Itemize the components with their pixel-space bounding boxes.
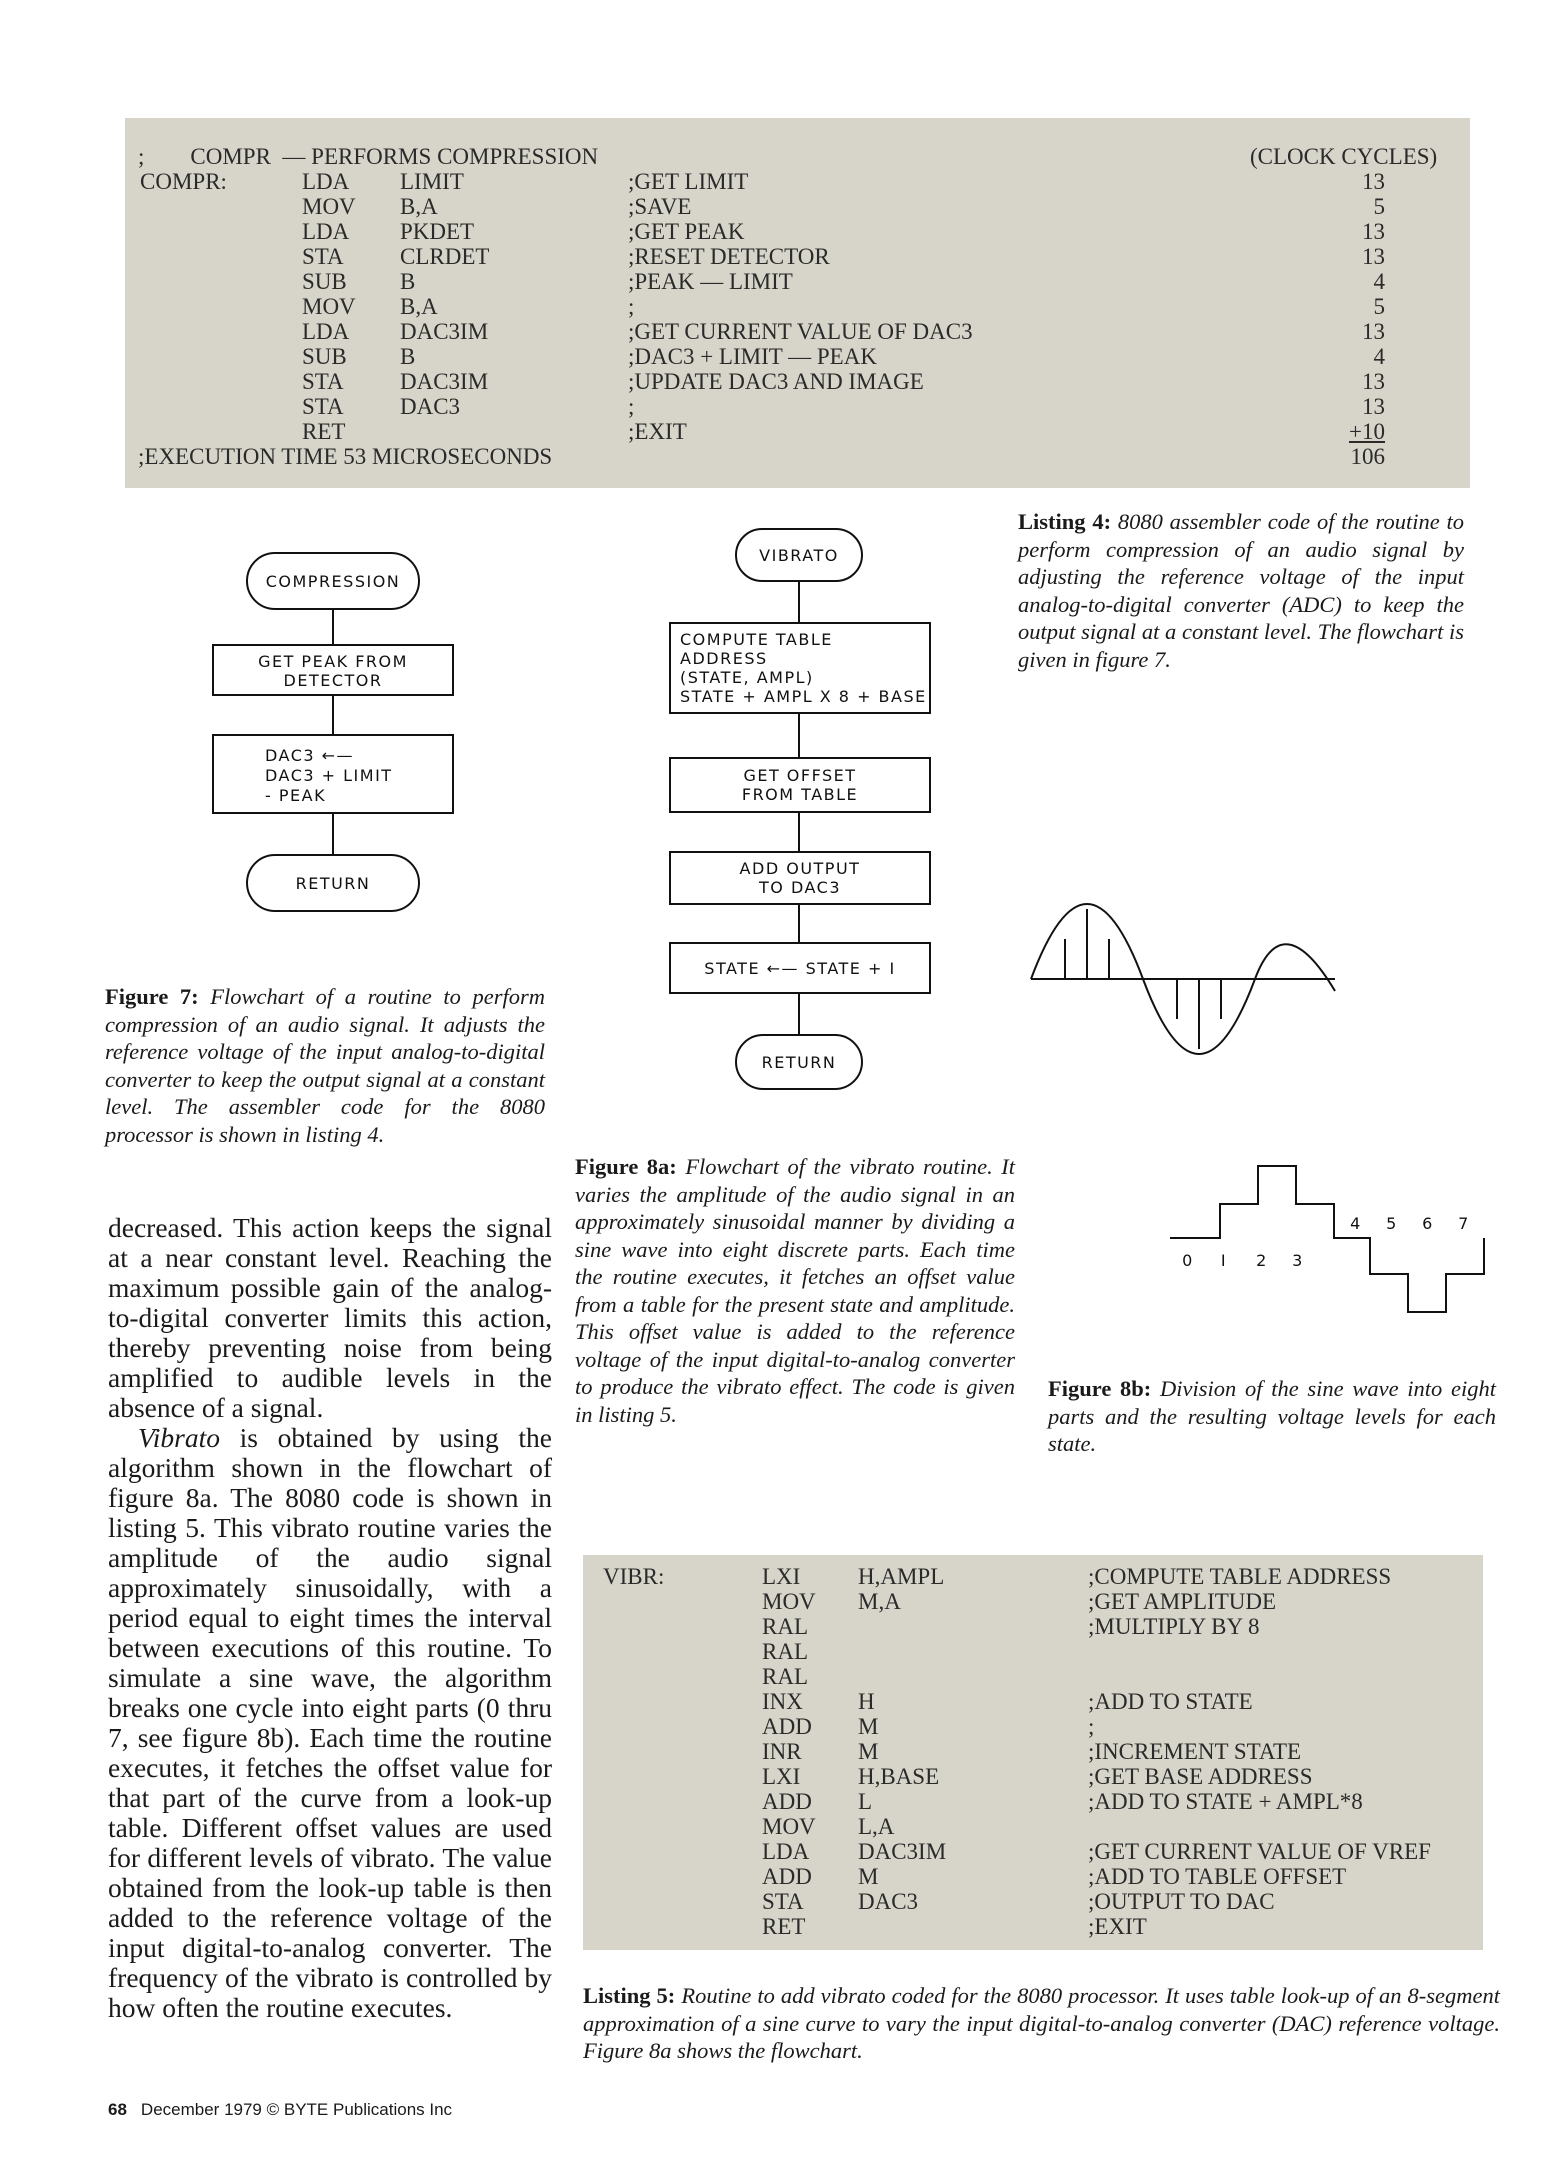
listing-4-cycles: 13 5 13 13 4 5 13 4 13 13 +10 106 — [1349, 169, 1385, 469]
figure-7-caption: Figure 7: Flowchart of a routine to perform compression of an audio signal. It adjusts the reference voltage of the input analog-to-digital converter to keep the output signal at a constant level. The assembler code for the 8080 processor is shown in listing 4. — [105, 984, 545, 1147]
svg-text:GET OFFSET: GET OFFSET — [743, 766, 857, 785]
state-label-7: 7 — [1458, 1214, 1470, 1233]
fig7-end-label: RETURN — [295, 874, 371, 893]
state-label-0: 0 — [1182, 1251, 1194, 1270]
listing-5-ops: LXI MOV RAL RAL RAL INX ADD INR LXI ADD MOV LDA ADD STA RET — [762, 1564, 816, 1939]
body-paragraph-2: Vibrato is obtained by using the algorithm shown in the flowchart of figure 8a. The 8080 code is shown in listing 5. This vibrato routine varies the amplitude of the audio signal approximately sinusoidally, with a period equal to eight times the interval between executions of this routine. To simulate a sine wave, the algorithm breaks one cycle into eight parts (0 thru 7, see figure 8b). Each time the routine executes, it fetches the offset value for that part of the curve from a look-up table. Different offset values are used for different levels of vibrato. The value obtained from the look-up table is then added to the reference voltage of the input digital-to-analog converter. The frequency of the vibrato is controlled by how often the routine executes. — [108, 1422, 552, 2023]
listing-4-label: COMPR: — [140, 169, 227, 194]
svg-text:ADDRESS: ADDRESS — [680, 649, 768, 668]
state-label-6: 6 — [1422, 1214, 1434, 1233]
state-label-1: I — [1220, 1251, 1228, 1270]
svg-text:TO DAC3: TO DAC3 — [758, 878, 842, 897]
listing-4-footer-line: ;EXECUTION TIME 53 MICROSECONDS — [138, 444, 553, 469]
listing-5-args: H,AMPL M,A H M M H,BASE L L,A DAC3IM M DAC3 — [858, 1564, 947, 1914]
svg-text:DAC3 + LIMIT: DAC3 + LIMIT — [265, 766, 393, 785]
figure-7-flowchart — [205, 545, 465, 915]
svg-text:DETECTOR: DETECTOR — [283, 671, 383, 690]
state-label-2: 2 — [1256, 1251, 1268, 1270]
figure-8a-flowchart — [660, 525, 940, 1095]
figure-8b-caption: Figure 8b: Division of the sine wave into eight parts and the resulting voltage levels for each state. — [1048, 1376, 1496, 1456]
svg-text:ADD OUTPUT: ADD OUTPUT — [739, 859, 861, 878]
state-label-3: 3 — [1292, 1251, 1304, 1270]
body-text-column — [108, 1213, 552, 2023]
svg-text:FROM TABLE: FROM TABLE — [741, 785, 859, 804]
svg-text:GET PEAK FROM: GET PEAK FROM — [258, 652, 408, 671]
svg-text:STATE ←— STATE + I: STATE ←— STATE + I — [704, 959, 896, 978]
figure-8b-sine-wave — [1025, 895, 1345, 1075]
listing-4-caption: Listing 4: 8080 assembler code of the routine to perform compression of an audio signal by adjusting the reference voltage of the input analog-to-digital converter (ADC) to keep the output signal at a constant level. The flowchart is given in figure 7. — [1018, 509, 1464, 672]
svg-text:- PEAK: - PEAK — [265, 786, 327, 805]
state-label-5: 5 — [1386, 1214, 1398, 1233]
body-paragraph-1: decreased. This action keeps the signal at a near constant level. Reaching the maximum possible gain of the analog-to-digital converter limits this action, thereby preventing noise from being amplified to audible levels in the absence of a signal. — [108, 1212, 552, 1423]
fig7-start-label: COMPRESSION — [265, 572, 401, 591]
fig8a-start-label: VIBRATO — [759, 546, 839, 565]
listing-5-label: VIBR: — [603, 1564, 665, 1589]
listing-4-clock-header: (CLOCK CYCLES) — [1250, 144, 1438, 169]
listing-4-comments: ;GET LIMIT ;SAVE ;GET PEAK ;RESET DETECTOR ;PEAK — LIMIT ; ;GET CURRENT VALUE OF DAC3 ;DAC3 + LIMIT — PEAK ;UPDATE DAC3 AND IMAGE ; ;EXIT — [628, 169, 973, 444]
footer-text: December 1979 © BYTE Publications Inc — [140, 2100, 453, 2119]
svg-text:COMPUTE TABLE: COMPUTE TABLE — [680, 630, 833, 649]
fig8a-end-label: RETURN — [761, 1053, 837, 1072]
step-waveform — [1170, 1166, 1484, 1312]
listing-4-ops: LDA MOV LDA STA SUB MOV LDA SUB STA STA RET — [302, 169, 356, 444]
state-label-4: 4 — [1350, 1214, 1362, 1233]
svg-text:STATE + AMPL X 8 + BASE: STATE + AMPL X 8 + BASE — [680, 687, 927, 706]
figure-8b-step-levels — [1170, 1160, 1490, 1330]
listing-4-title: ; COMPR — PERFORMS COMPRESSION — [138, 144, 599, 169]
svg-text:DAC3 ←—: DAC3 ←— — [265, 746, 355, 765]
svg-text:(STATE, AMPL): (STATE, AMPL) — [680, 668, 814, 687]
figure-8a-caption: Figure 8a: Flowchart of the vibrato routine. It varies the amplitude of the audio signal in an approximately sinusoidal manner by dividing a sine wave into eight discrete parts. Each time the routine executes, it fetches an offset value from a table for the present state and amplitude. This offset value is added to the reference voltage of the input digital-to-analog converter to produce the vibrato effect. The code is given in listing 5. — [575, 1154, 1016, 1427]
listing-4-args: LIMIT B,A PKDET CLRDET B B,A DAC3IM B DAC3IM DAC3 — [400, 169, 490, 419]
page-footer — [108, 2100, 452, 2120]
page-number: 68 — [108, 2100, 127, 2119]
listing-5-caption: Listing 5: Routine to add vibrato coded for the 8080 processor. It uses table look-up of an 8-segment approximation of a sine curve to vary the input digital-to-analog converter (DAC) reference voltage. Figure 8a shows the flowchart. — [583, 1983, 1501, 2063]
listing-5-comments: ;COMPUTE TABLE ADDRESS ;GET AMPLITUDE ;MULTIPLY BY 8 ;ADD TO STATE ; ;INCREMENT STATE ;GET BASE ADDRESS ;ADD TO STATE + AMPL*8 ;GET CURRENT VALUE OF VREF ;ADD TO TABLE OFFSET ;OUTPUT TO DAC ;EXIT — [1088, 1564, 1431, 1939]
